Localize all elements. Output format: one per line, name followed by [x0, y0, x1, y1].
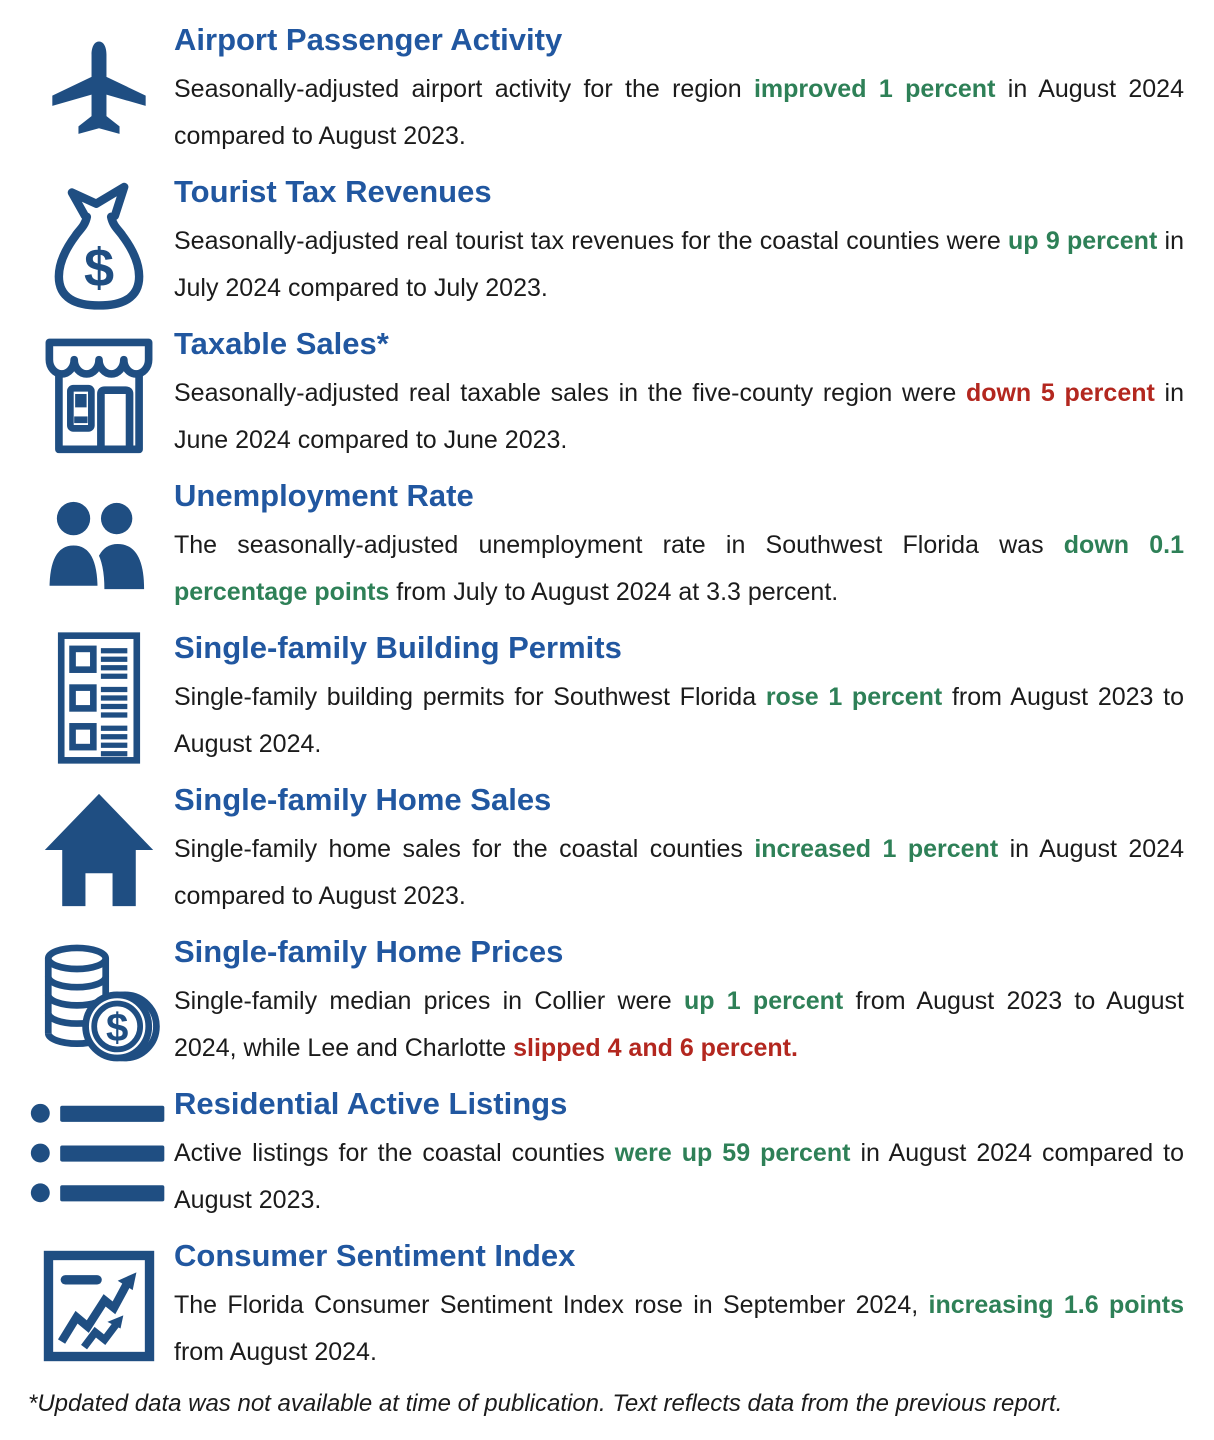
section-title: Unemployment Rate — [174, 478, 474, 513]
airplane-icon — [24, 37, 174, 143]
body-segment-normal: from July to August 2024 at 3.3 percent. — [389, 578, 839, 606]
body-segment-positive: improved 1 percent — [753, 75, 996, 103]
section-single-family-home-prices — [24, 932, 1184, 1072]
money-bag-icon — [24, 172, 174, 312]
body-segment-normal: Seasonally-adjusted airport activity for the region — [174, 75, 754, 103]
body-segment-positive: increased 1 percent — [754, 835, 999, 863]
bulleted-list-icon — [24, 1098, 174, 1210]
section-body — [174, 1130, 1184, 1224]
section-unemployment-rate — [24, 476, 1184, 616]
section-body — [174, 370, 1184, 464]
section-single-family-home-sales — [24, 780, 1184, 920]
body-segment-normal: from August 2023 to August 2024. — [174, 683, 1184, 758]
section-title: Taxable Sales* — [174, 326, 389, 361]
section-title: Single-family Home Prices — [174, 934, 564, 969]
permits-document-icon — [24, 630, 174, 766]
house-icon — [24, 790, 174, 910]
coins-icon — [24, 941, 174, 1064]
body-segment-normal: Single-family building permits for Southwest Florida — [174, 683, 766, 711]
section-body — [174, 66, 1184, 160]
section-title: Consumer Sentiment Index — [174, 1238, 576, 1273]
body-segment-negative: down 5 percent — [965, 379, 1155, 407]
body-segment-normal: Single-family home sales for the coastal counties — [174, 835, 755, 863]
body-segment-normal: in July 2024 compared to July 2023. — [174, 227, 1184, 302]
body-segment-normal: The Florida Consumer Sentiment Index rose in September 2024, — [174, 1291, 929, 1319]
body-segment-normal: in August 2024 compared to August 2023. — [174, 1139, 1184, 1214]
line-chart-icon — [24, 1248, 174, 1364]
body-segment-positive: rose 1 percent — [765, 683, 943, 711]
section-body — [174, 522, 1184, 616]
section-consumer-sentiment-index — [24, 1236, 1184, 1376]
svg-text:$: $ — [106, 1004, 129, 1050]
section-taxable-sales — [24, 324, 1184, 464]
body-segment-normal: from August 2024. — [174, 1338, 377, 1366]
body-segment-normal: Seasonally-adjusted real tourist tax revenues for the coastal counties were — [174, 227, 1009, 255]
section-title: Residential Active Listings — [174, 1086, 568, 1121]
section-tourist-tax-revenues — [24, 172, 1184, 312]
svg-text:$: $ — [83, 237, 115, 298]
footnote: *Updated data was not available at time of publication. Text reflects data from the previous report. — [28, 1390, 1063, 1417]
section-airport-passenger-activity — [24, 20, 1184, 160]
section-body — [174, 826, 1184, 920]
section-body — [174, 218, 1184, 312]
body-segment-normal: Seasonally-adjusted real taxable sales in the five-county region were — [174, 379, 966, 407]
body-segment-negative: slipped 4 and 6 percent. — [513, 1034, 798, 1062]
body-segment-normal: The seasonally-adjusted unemployment rate in Southwest Florida was — [174, 531, 1064, 559]
body-segment-positive: up 1 percent — [683, 987, 844, 1015]
section-body — [174, 674, 1184, 768]
body-segment-positive: were up 59 percent — [614, 1139, 851, 1167]
body-segment-normal: from August 2023 to August 2024, while Lee and Charlotte — [174, 987, 1184, 1062]
body-segment-normal: in August 2024 compared to August 2023. — [174, 835, 1184, 910]
storefront-icon — [24, 331, 174, 457]
body-segment-normal: in August 2024 compared to August 2023. — [174, 75, 1184, 150]
section-single-family-building-permits — [24, 628, 1184, 768]
section-body — [174, 978, 1184, 1072]
section-title: Single-family Home Sales — [174, 782, 552, 817]
body-segment-positive: increasing 1.6 points — [928, 1291, 1184, 1319]
section-title: Single-family Building Permits — [174, 630, 622, 665]
section-body — [174, 1282, 1184, 1376]
body-segment-positive: down 0.1 percentage points — [174, 531, 1184, 606]
body-segment-normal: Active listings for the coastal counties — [174, 1139, 615, 1167]
body-segment-positive: up 9 percent — [1008, 227, 1158, 255]
body-segment-normal: in June 2024 compared to June 2023. — [174, 379, 1184, 454]
section-residential-active-listings — [24, 1084, 1184, 1224]
section-title: Tourist Tax Revenues — [174, 174, 492, 209]
people-icon — [24, 497, 174, 595]
section-title: Airport Passenger Activity — [174, 22, 563, 57]
body-segment-normal: Single-family median prices in Collier were — [174, 987, 684, 1015]
